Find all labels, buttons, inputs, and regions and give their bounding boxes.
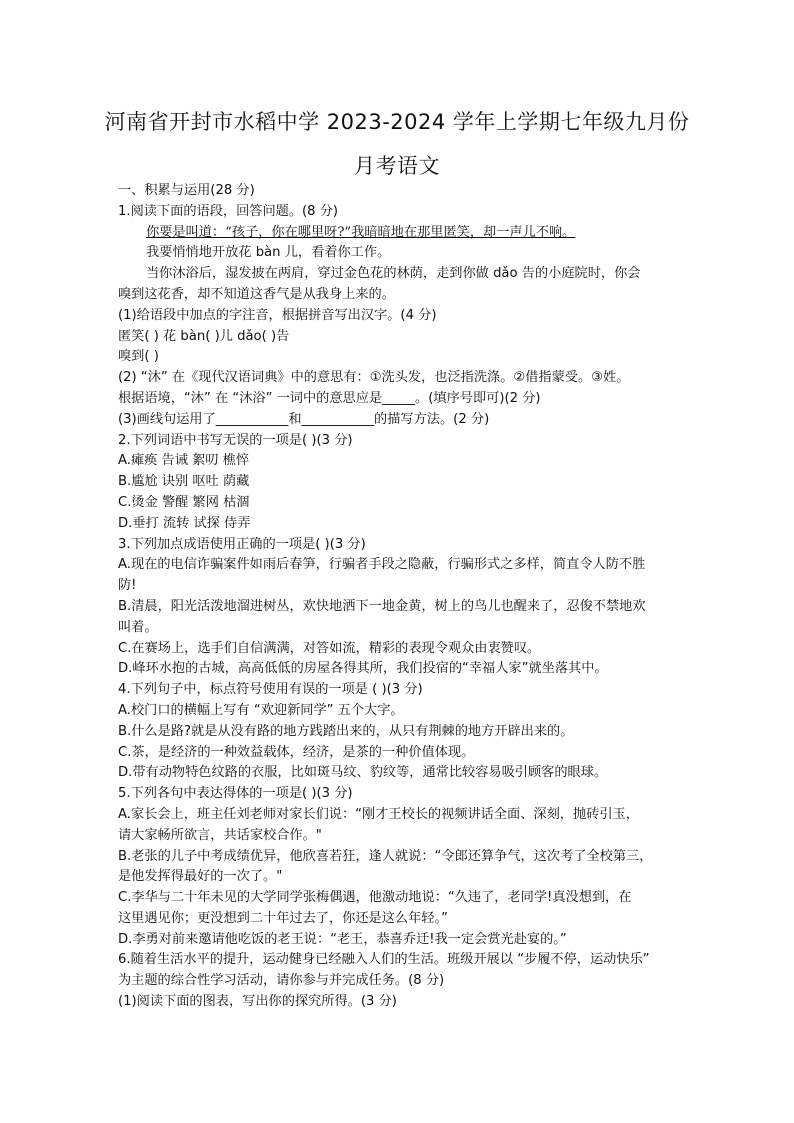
text-line-content: B.老张的儿子中考成绩优异，他欣喜若狂，逢人就说：“令郎还算争气，这次考了全校第三， <box>118 848 653 864</box>
text-line-content: 当你沐浴后，湿发披在两肩，穿过金色花的林荫，走到你做 dǎo 告的小庭院时，你会 <box>146 266 641 282</box>
text-line-content: 请大家畅所欲言，共话家校合作。" <box>118 827 322 843</box>
text-line <box>118 327 678 348</box>
text-line-content: A.校门口的横幅上写有 “欢迎新同学” 五个大字。 <box>118 702 404 718</box>
text-line <box>118 805 678 826</box>
text-line-content: 4.下列句子中，标点符号使用有误的一项是 ( )(3 分) <box>118 682 423 698</box>
text-line-content: A.瘫痪 告诫 絮叨 樵悴 <box>118 453 250 469</box>
text-line-content: 5.下列各句中表达得体的一项是( )(3 分) <box>118 786 353 802</box>
text-line-content: D.带有动物特色纹路的衣服，比如斑马纹、豹纹等，通常比较容易吸引顾客的眼球。 <box>118 765 608 781</box>
text-line-content: B.清晨，阳光活泼地溜进树丛，欢快地洒下一地金黄，树上的鸟儿也醒来了，忍俊不禁地欢 <box>118 598 646 614</box>
text-line <box>118 701 678 722</box>
text-line <box>118 659 678 680</box>
text-line-content: 2.下列词语中书写无误的一项是( )(3 分) <box>118 432 353 448</box>
text-line <box>118 680 678 701</box>
text-line <box>118 888 678 909</box>
text-line-content: (3)画线句运用了___________和___________的描写方法。(2 分) <box>118 411 490 427</box>
text-line-content: C.茶，是经济的一种效益载体，经济，是茶的一种价值体现。 <box>118 744 475 760</box>
text-line <box>118 930 678 951</box>
text-line-content: 根据语境，“沐” 在 “沐浴” 一词中的意思应是_____。(填序号即可)(2 分) <box>118 390 541 406</box>
text-line <box>118 784 678 805</box>
text-line <box>118 181 678 202</box>
text-line-content: D.垂打 流转 试探 侍弄 <box>118 515 251 531</box>
text-line <box>118 639 678 660</box>
text-line-content: 是他发挥得最好的一次了。" <box>118 869 283 885</box>
text-line-content: 防! <box>118 578 137 594</box>
text-line-content: D.峰环水抱的古城，高高低低的房屋各得其所，我们投宿的“幸福人家”就坐落其中。 <box>118 661 608 677</box>
text-line <box>118 992 678 1013</box>
text-line-content: 你要是叫道：“孩子，你在哪里呀?”我暗暗地在那里匿笑，却一声儿不响。 <box>146 224 576 240</box>
text-line <box>118 410 678 431</box>
text-line-content: 为主题的综合性学习活动，请你参与并完成任务。(8 分) <box>118 973 445 989</box>
text-line <box>118 597 678 618</box>
text-line-content: C.在赛场上，选手们自信满满，对答如流，精彩的表现令观众由衷赞叹。 <box>118 640 541 656</box>
text-line <box>118 493 678 514</box>
text-line <box>118 264 678 285</box>
text-line <box>118 722 678 743</box>
text-line-content: C.烫金 警醒 繁网 枯涸 <box>118 494 250 510</box>
text-line-content: 这里遇见你；更没想到二十年过去了，你还是这么年轻。” <box>118 910 448 926</box>
text-line-content: A.家长会上，班主任刘老师对家长们说：“刚才王校长的视频讲话全面、深刻，抛砖引玉， <box>118 806 639 822</box>
text-line-content: (2) “沐” 在《现代汉语词典》中的意思有：①洗头发，也泛指洗涤。②借指蒙受。③姓。 <box>118 370 630 386</box>
exam-title: 河南省开封市水稻中学 2023-2024 学年上学期七年级九月份 <box>104 110 690 134</box>
text-line <box>118 472 678 493</box>
text-line <box>118 909 678 930</box>
text-line <box>118 347 678 368</box>
text-line-content: 嗅到这花香，却不知道这香气是从我身上来的。 <box>118 286 395 302</box>
text-line-content: C.李华与二十年未见的大学同学张梅偶遇，他激动地说：“久违了，老同学!真没想到，在 <box>118 890 632 906</box>
text-line-content: B.什么是路?就是从没有路的地方践踏出来的，从只有荆棘的地方开辟出来的。 <box>118 723 574 739</box>
text-line-content: B.尴尬 诀别 呕吐 荫藏 <box>118 474 250 490</box>
text-line <box>118 826 678 847</box>
text-line <box>118 285 678 306</box>
text-line <box>118 368 678 389</box>
text-line <box>118 763 678 784</box>
text-line-content: D.李勇对前来邀请他吃饭的老王说：“老王，恭喜乔迁!我一定会赏光赴宴的。” <box>118 931 567 947</box>
text-line-content: 我要悄悄地开放花 bàn 儿，看着你工作。 <box>146 245 391 261</box>
text-line <box>118 743 678 764</box>
text-line-content: 一、积累与运用(28 分) <box>118 183 255 198</box>
text-line <box>118 223 678 244</box>
text-line <box>118 535 678 556</box>
text-line <box>118 243 678 264</box>
text-line-content: 嗅到( ) <box>118 349 159 365</box>
text-line <box>118 950 678 971</box>
text-line-content: 6.随着生活水平的提升，运动健身已经融入人们的生活。班级开展以 “步履不停，运动快乐” <box>118 952 650 968</box>
text-line <box>118 514 678 535</box>
text-line <box>118 306 678 327</box>
text-line <box>118 202 678 223</box>
text-line <box>118 451 678 472</box>
text-line <box>118 431 678 452</box>
text-line <box>118 389 678 410</box>
exam-body <box>118 181 678 1013</box>
text-line-content: 1.阅读下面的语段，回答问题。(8 分) <box>118 203 339 219</box>
text-line-content: (1)阅读下面的图表，写出你的探究所得。(3 分) <box>118 994 397 1010</box>
text-line <box>118 618 678 639</box>
text-line-content: A.现在的电信诈骗案件如雨后春笋，行骗者手段之隐蔽，行骗形式之多样，简直令人防不胜 <box>118 557 646 573</box>
text-line-content: 3.下列加点成语使用正确的一项是( )(3 分) <box>118 536 366 552</box>
text-line <box>118 971 678 992</box>
text-line-content: 叫着。 <box>118 619 158 635</box>
text-line <box>118 867 678 888</box>
text-line <box>118 555 678 576</box>
text-line-content: 匿笑( ) 花 bàn( )儿 dǎo( )告 <box>118 328 290 344</box>
text-line-content: (1)给语段中加点的字注音，根据拼音写出汉字。(4 分) <box>118 307 437 323</box>
text-line <box>118 576 678 597</box>
exam-subtitle: 月考语文 <box>354 154 440 178</box>
text-line <box>118 847 678 868</box>
